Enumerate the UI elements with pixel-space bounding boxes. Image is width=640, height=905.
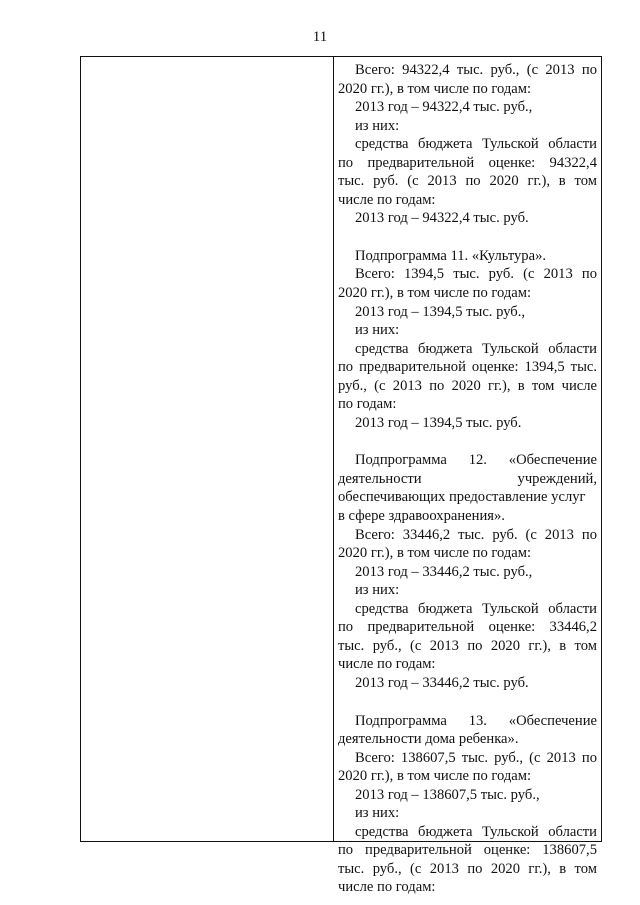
text-line: Подпрограмма 13. «Обеспечение xyxy=(355,712,597,729)
text-line: средства бюджета Тульской области xyxy=(355,600,597,617)
text-line: Подпрограмма 12. «Обеспечение xyxy=(355,452,597,469)
funding-section xyxy=(338,61,597,228)
text-line: 2013 год – 94322,4 тыс. руб., xyxy=(355,99,533,116)
text-line: деятельности учреждений, xyxy=(338,470,597,487)
text-line: по предварительной оценке: 33446,2 xyxy=(338,619,597,636)
page-number: 11 xyxy=(312,29,328,45)
text-line: 2013 год – 33446,2 тыс. руб. xyxy=(355,674,529,691)
text-line: числе по годам: xyxy=(338,191,436,208)
text-line: Всего: 138607,5 тыс. руб., (с 2013 по xyxy=(355,749,597,766)
text-line: 2013 год – 1394,5 тыс. руб. xyxy=(355,414,522,431)
text-line: средства бюджета Тульской области xyxy=(355,136,597,153)
text-line: 2013 год – 33446,2 тыс. руб., xyxy=(355,563,533,580)
funding-section xyxy=(338,247,597,432)
text-line: из них: xyxy=(355,582,400,599)
text-line: тыс. руб. (с 2013 по 2020 гг.), в том xyxy=(338,173,597,190)
text-line: из них: xyxy=(355,805,400,822)
text-line: 2013 год – 94322,4 тыс. руб. xyxy=(355,210,529,227)
text-line: обеспечивающих предоставление услуг xyxy=(338,489,586,506)
text-line: 2020 гг.), в том числе по годам: xyxy=(338,545,532,562)
text-line: тыс. руб., (с 2013 по 2020 гг.), в том xyxy=(338,637,597,654)
text-line: из них: xyxy=(355,117,400,134)
text-line: Всего: 33446,2 тыс. руб. (с 2013 по xyxy=(355,526,597,543)
text-line: по предварительной оценке: 1394,5 тыс. xyxy=(338,359,597,376)
text-line: числе по годам: xyxy=(338,656,436,673)
text-line: из них: xyxy=(355,322,400,339)
document-table xyxy=(80,56,602,896)
text-line: по предварительной оценке: 138607,5 xyxy=(338,842,597,859)
text-line: Подпрограмма 11. «Культура». xyxy=(355,247,547,264)
text-line: Всего: 94322,4 тыс. руб., (с 2013 по xyxy=(355,62,597,78)
text-line: тыс. руб., (с 2013 по 2020 гг.), в том xyxy=(338,860,597,877)
text-line: 2013 год – 138607,5 тыс. руб., xyxy=(355,786,540,803)
text-line: 2020 гг.), в том числе по годам: xyxy=(338,80,532,97)
table-left-column xyxy=(81,57,334,841)
text-line: руб., (с 2013 по 2020 гг.), в том числе xyxy=(338,377,597,394)
text-line: по годам: xyxy=(338,396,397,413)
text-line: по предварительной оценке: 94322,4 xyxy=(338,154,597,171)
funding-section xyxy=(338,712,597,897)
text-line: числе по годам: xyxy=(338,879,436,896)
text-line: средства бюджета Тульской области xyxy=(355,823,597,840)
text-line: 2020 гг.), в том числе по годам: xyxy=(338,768,532,785)
text-line: в сфере здравоохранения». xyxy=(338,508,505,525)
text-line: средства бюджета Тульской области xyxy=(355,340,597,357)
table-right-column xyxy=(334,57,601,896)
text-line: 2013 год – 1394,5 тыс. руб., xyxy=(355,303,526,320)
funding-section xyxy=(338,451,597,692)
text-line: 2020 гг.), в том числе по годам: xyxy=(338,285,532,302)
text-line: Всего: 1394,5 тыс. руб. (с 2013 по xyxy=(355,266,597,283)
text-line: деятельности дома ребенка». xyxy=(338,731,519,748)
